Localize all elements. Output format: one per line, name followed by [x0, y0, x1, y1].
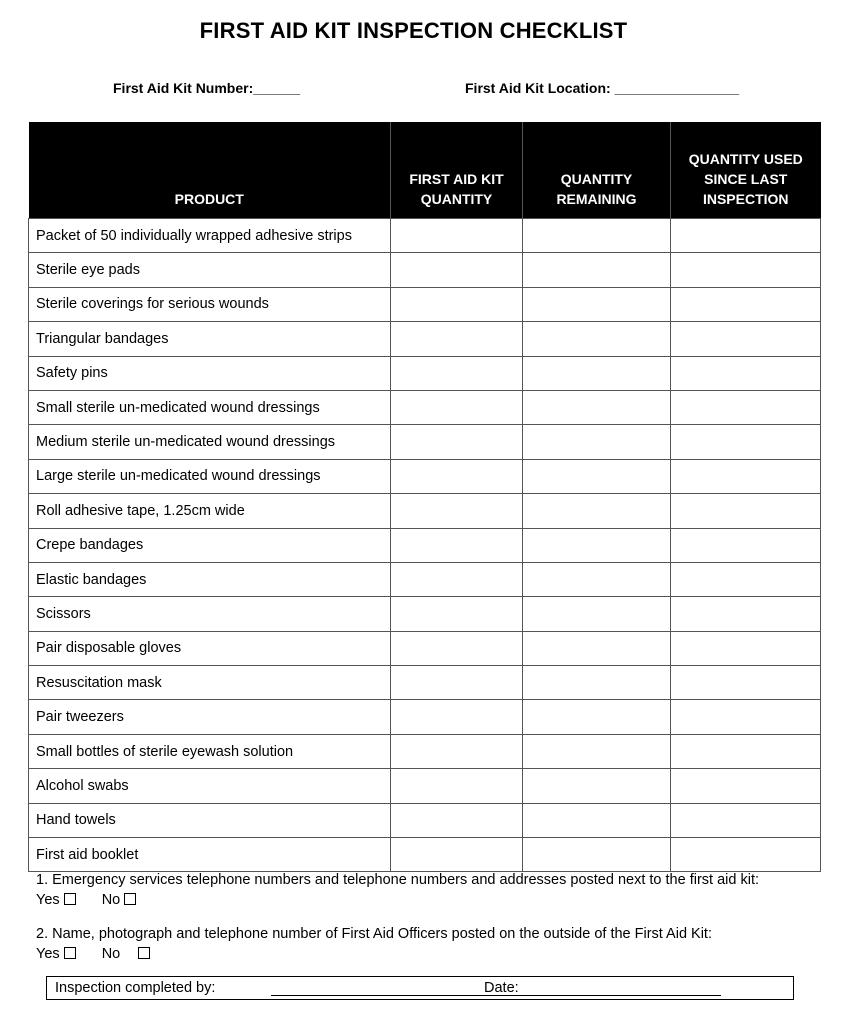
quantity-used-cell[interactable] [671, 322, 821, 356]
kit-quantity-cell[interactable] [391, 322, 523, 356]
product-name: Pair tweezers [29, 700, 391, 734]
kit-quantity-cell[interactable] [391, 425, 523, 459]
quantity-remaining-cell[interactable] [523, 219, 671, 253]
header-kit-quantity [391, 122, 523, 219]
quantity-used-cell[interactable] [671, 390, 821, 424]
kit-quantity-cell[interactable] [391, 769, 523, 803]
header-quantity-remaining-line-1: QUANTITY [560, 171, 633, 187]
quantity-used-cell[interactable] [671, 528, 821, 562]
product-name: Large sterile un-medicated wound dressings [29, 459, 391, 493]
question-2-yes-checkbox[interactable] [64, 947, 76, 959]
question-1-text: 1. Emergency services telephone numbers and telephone numbers and addresses posted next to the first aid kit: [36, 872, 760, 888]
product-name: Sterile coverings for serious wounds [29, 287, 391, 321]
question-2 [36, 924, 712, 964]
table-row [29, 528, 821, 562]
kit-location-field[interactable]: First Aid Kit Location: ________________ [465, 80, 740, 96]
completed-by-label: Inspection completed by: [55, 980, 216, 996]
quantity-used-cell[interactable] [671, 769, 821, 803]
product-name: Medium sterile un-medicated wound dressings [29, 425, 391, 459]
table-row [29, 734, 821, 768]
question-2-no-checkbox[interactable] [138, 947, 150, 959]
quantity-used-cell[interactable] [671, 838, 821, 872]
table-row [29, 597, 821, 631]
question-1-yes-label: Yes [36, 892, 60, 909]
table-row [29, 666, 821, 700]
table-row [29, 425, 821, 459]
header-quantity-used [671, 122, 821, 219]
quantity-used-cell[interactable] [671, 494, 821, 528]
question-1-no-label: No [101, 892, 121, 909]
header-quantity-used-line-2: SINCE LAST [704, 171, 788, 187]
product-name: Safety pins [29, 356, 391, 390]
kit-quantity-cell[interactable] [391, 494, 523, 528]
quantity-remaining-cell[interactable] [523, 700, 671, 734]
quantity-remaining-cell[interactable] [523, 803, 671, 837]
quantity-remaining-cell[interactable] [523, 253, 671, 287]
inspection-table [28, 122, 821, 872]
table-row [29, 356, 821, 390]
date-field[interactable] [523, 995, 721, 996]
date-label: Date: [484, 980, 519, 996]
table-row [29, 459, 821, 493]
completion-box [46, 976, 794, 1000]
product-name: Elastic bandages [29, 562, 391, 596]
quantity-used-cell[interactable] [671, 425, 821, 459]
quantity-remaining-cell[interactable] [523, 390, 671, 424]
question-2-answers [36, 944, 712, 964]
header-quantity-remaining-line-2: REMAINING [556, 191, 637, 207]
table-row [29, 494, 821, 528]
quantity-remaining-cell[interactable] [523, 459, 671, 493]
product-name: Small sterile un-medicated wound dressings [29, 390, 391, 424]
quantity-used-cell[interactable] [671, 356, 821, 390]
quantity-used-cell[interactable] [671, 803, 821, 837]
question-1 [36, 870, 759, 910]
product-name: Small bottles of sterile eyewash solution [29, 734, 391, 768]
quantity-remaining-cell[interactable] [523, 597, 671, 631]
table-row [29, 803, 821, 837]
quantity-remaining-cell[interactable] [523, 734, 671, 768]
table-row [29, 700, 821, 734]
table-row [29, 219, 821, 253]
question-1-yes-checkbox[interactable] [64, 893, 76, 905]
kit-quantity-cell[interactable] [391, 734, 523, 768]
quantity-remaining-cell[interactable] [523, 838, 671, 872]
header-quantity-used-line-1: QUANTITY USED [688, 151, 803, 167]
product-name: Scissors [29, 597, 391, 631]
quantity-remaining-cell[interactable] [523, 562, 671, 596]
quantity-used-cell[interactable] [671, 219, 821, 253]
product-name: First aid booklet [29, 838, 391, 872]
quantity-remaining-cell[interactable] [523, 322, 671, 356]
kit-quantity-cell[interactable] [391, 390, 523, 424]
quantity-remaining-cell[interactable] [523, 356, 671, 390]
table-row [29, 769, 821, 803]
header-kit-quantity-line-1: FIRST AID KIT [409, 171, 504, 187]
question-2-text: 2. Name, photograph and telephone number of First Aid Officers posted on the outside of the First Aid Kit: [36, 926, 712, 942]
quantity-used-cell[interactable] [671, 253, 821, 287]
product-name: Pair disposable gloves [29, 631, 391, 665]
kit-quantity-cell[interactable] [391, 838, 523, 872]
kit-quantity-cell[interactable] [391, 253, 523, 287]
table-row [29, 562, 821, 596]
quantity-remaining-cell[interactable] [523, 528, 671, 562]
question-2-yes-label: Yes [36, 946, 60, 963]
table-row [29, 253, 821, 287]
quantity-remaining-cell[interactable] [523, 631, 671, 665]
product-name: Triangular bandages [29, 322, 391, 356]
kit-quantity-cell[interactable] [391, 459, 523, 493]
table-row [29, 322, 821, 356]
kit-quantity-cell[interactable] [391, 666, 523, 700]
page-title: FIRST AID KIT INSPECTION CHECKLIST [199, 18, 628, 43]
quantity-used-cell[interactable] [671, 597, 821, 631]
table-header-row [29, 122, 821, 219]
kit-quantity-cell[interactable] [391, 597, 523, 631]
question-2-no-label: No [101, 946, 121, 963]
product-name: Roll adhesive tape, 1.25cm wide [29, 494, 391, 528]
header-product [29, 122, 391, 219]
product-name: Alcohol swabs [29, 769, 391, 803]
header-quantity-used-line-3: INSPECTION [702, 191, 789, 207]
product-name: Resuscitation mask [29, 666, 391, 700]
table-row [29, 631, 821, 665]
table-row [29, 390, 821, 424]
kit-quantity-cell[interactable] [391, 219, 523, 253]
kit-quantity-cell[interactable] [391, 287, 523, 321]
quantity-remaining-cell[interactable] [523, 666, 671, 700]
kit-quantity-cell[interactable] [391, 700, 523, 734]
product-name: Crepe bandages [29, 528, 391, 562]
question-1-answers [36, 890, 759, 910]
kit-number-field[interactable]: First Aid Kit Number:______ [113, 80, 300, 96]
question-1-no-checkbox[interactable] [124, 893, 136, 905]
quantity-remaining-cell[interactable] [523, 769, 671, 803]
product-name: Sterile eye pads [29, 253, 391, 287]
kit-quantity-cell[interactable] [391, 356, 523, 390]
quantity-used-cell[interactable] [671, 562, 821, 596]
quantity-used-cell[interactable] [671, 700, 821, 734]
header-kit-quantity-line-2: QUANTITY [420, 191, 493, 207]
kit-quantity-cell[interactable] [391, 562, 523, 596]
header-product-label: PRODUCT [174, 191, 244, 207]
kit-quantity-cell[interactable] [391, 528, 523, 562]
product-name: Hand towels [29, 803, 391, 837]
kit-quantity-cell[interactable] [391, 631, 523, 665]
product-name: Packet of 50 individually wrapped adhesive strips [29, 219, 391, 253]
header-quantity-remaining [523, 122, 671, 219]
quantity-remaining-cell[interactable] [523, 494, 671, 528]
quantity-used-cell[interactable] [671, 666, 821, 700]
quantity-used-cell[interactable] [671, 734, 821, 768]
quantity-remaining-cell[interactable] [523, 287, 671, 321]
quantity-remaining-cell[interactable] [523, 425, 671, 459]
quantity-used-cell[interactable] [671, 631, 821, 665]
kit-quantity-cell[interactable] [391, 803, 523, 837]
table-row [29, 838, 821, 872]
quantity-used-cell[interactable] [671, 287, 821, 321]
quantity-used-cell[interactable] [671, 459, 821, 493]
table-row [29, 287, 821, 321]
